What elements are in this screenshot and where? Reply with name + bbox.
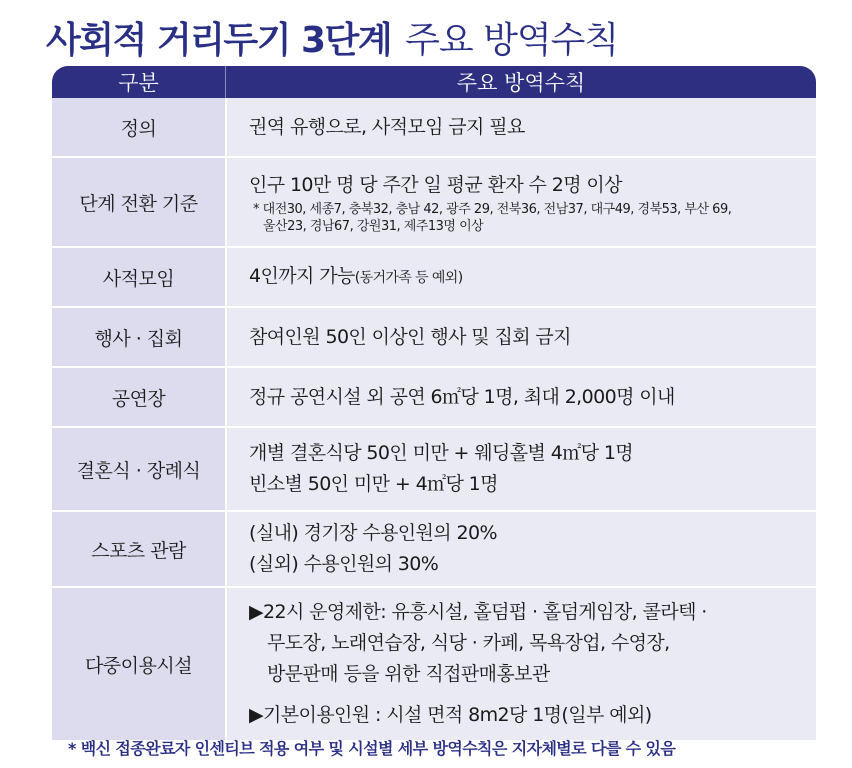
row-text: 권역 유행으로, 사적모임 금지 필요: [249, 115, 525, 138]
row-text: 빈소별 50인 미만 + 4㎡당 1명: [249, 473, 498, 495]
table-header: [52, 66, 816, 98]
row-text: 방문판매 등을 위한 직접판매홍보관: [267, 663, 550, 685]
row-content: [225, 308, 816, 366]
title-sub: 주요 방역수칙: [405, 19, 619, 61]
row-text: 인구 10만 명 당 주간 일 평균 환자 수 2명 이상: [249, 173, 622, 196]
header-rules: 주요 방역수칙: [456, 71, 586, 95]
table-row: [52, 512, 816, 588]
row-content: [225, 248, 816, 306]
row-text: ▶기본이용인원 : 시설 면적 8m2당 1명(일부 예외): [249, 704, 652, 726]
table-row: [52, 248, 816, 308]
row-label: 정의: [52, 98, 225, 156]
table-row: [52, 158, 816, 248]
table-row: [52, 368, 816, 428]
row-text: [249, 261, 816, 294]
title-main: 사회적 거리두기 3단계: [46, 19, 392, 61]
row-label: 다중이용시설: [52, 588, 225, 740]
row-label: 결혼식 · 장례식: [52, 428, 225, 510]
row-label: 스포츠 관람: [52, 512, 225, 586]
row-content: [225, 158, 816, 246]
rules-table: [52, 66, 816, 740]
row-text: 정규 공연시설 외 공연 6㎡당 1명, 최대 2,000명 이내: [249, 385, 675, 408]
row-label: 단계 전환 기준: [52, 158, 225, 246]
row-content: [225, 368, 816, 426]
region-criteria-note: * 대전30, 세종7, 충북32, 충남 42, 광주 29, 전북36, 전남37, 대구49, 경북53, 부산 69,: [253, 201, 732, 217]
table-row: [52, 428, 816, 512]
row-label: 사적모임: [52, 248, 225, 306]
footnote: * 백신 접종완료자 인센티브 적용 여부 및 시설별 세부 방역수칙은 지자체별로 다를 수 있음: [68, 739, 676, 758]
row-text: 참여인원 50인 이상인 행사 및 집회 금지: [249, 325, 571, 348]
row-text: 개별 결혼식당 50인 미만 + 웨딩홀별 4㎡당 1명: [249, 442, 634, 464]
table-row: [52, 308, 816, 368]
row-text: 무도장, 노래연습장, 식당 · 카페, 목욕장업, 수영장,: [267, 632, 670, 654]
region-criteria-note: 울산23, 경남67, 강원31, 제주13명 이상: [263, 218, 484, 234]
header-category: 구분: [52, 66, 226, 98]
gathering-limit: 4인까지 가능: [249, 264, 355, 287]
table-row: [52, 98, 816, 158]
row-content: [225, 588, 816, 740]
row-label: 행사 · 집회: [52, 308, 225, 366]
row-content: [225, 98, 816, 156]
row-text: (실내) 경기장 수용인원의 20%: [249, 522, 497, 544]
row-text: (실외) 수용인원의 30%: [249, 553, 439, 575]
row-label: 공연장: [52, 368, 225, 426]
gathering-exception: (동거가족 등 예외): [354, 269, 463, 286]
spacer: [249, 690, 816, 700]
row-content: [225, 512, 816, 586]
row-content: [225, 428, 816, 510]
row-text: ▶22시 운영제한: 유흥시설, 홀덤펍 · 홀덤게임장, 콜라텍 ·: [249, 601, 707, 623]
page-title: [46, 10, 618, 64]
table-row: [52, 588, 816, 740]
